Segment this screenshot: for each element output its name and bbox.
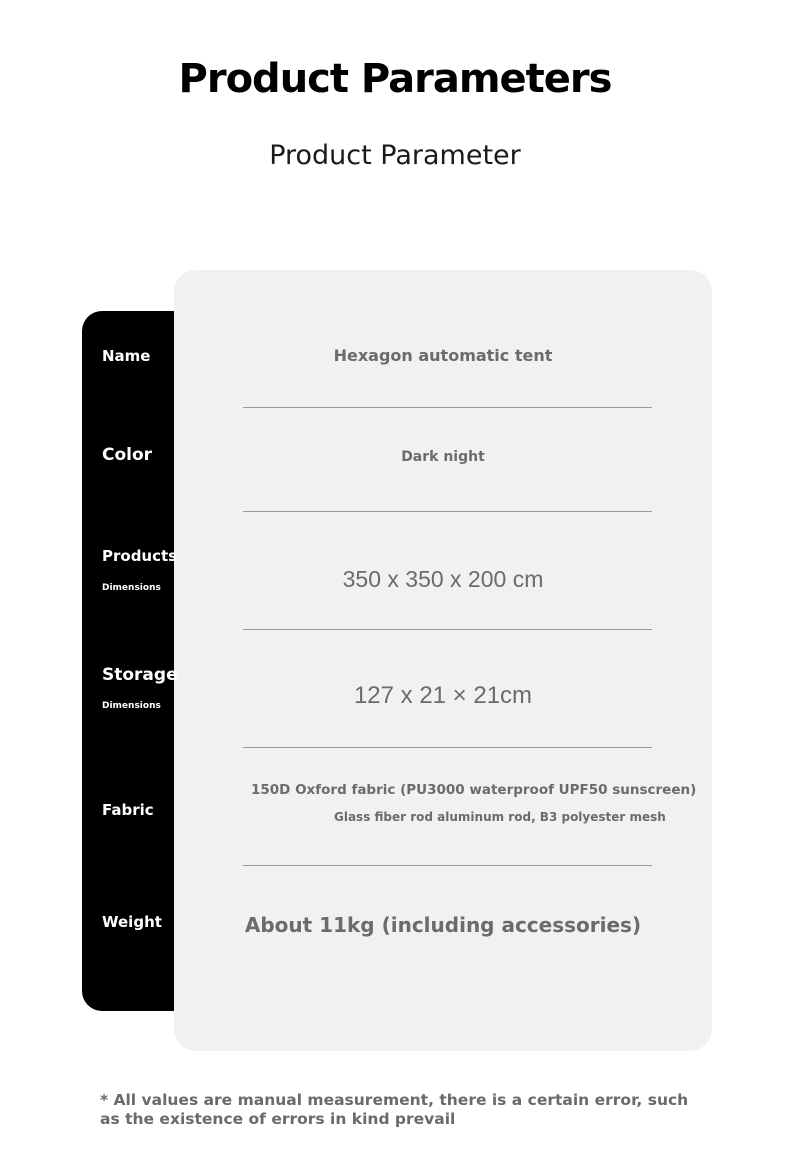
param-value-name: Hexagon automatic tent bbox=[333, 346, 553, 365]
param-value-weight: About 11kg (including accessories) bbox=[244, 913, 642, 937]
page-subtitle: Product Parameter bbox=[269, 140, 521, 171]
row-divider bbox=[243, 747, 652, 748]
param-label-color: Color bbox=[102, 445, 153, 465]
param-label-fabric: Fabric bbox=[102, 801, 154, 819]
param-value-fabric-line2: Glass fiber rod aluminum rod, B3 polyester mesh bbox=[334, 810, 666, 824]
row-divider bbox=[243, 629, 652, 630]
measurement-footnote: * All values are manual measurement, there is a certain error, such as the existence of errors in kind prevail bbox=[100, 1091, 689, 1128]
param-value-color: Dark night bbox=[401, 449, 485, 465]
param-value-fabric: 150D Oxford fabric (PU3000 waterproof UPF50 sunscreen) bbox=[251, 782, 697, 798]
param-label-storage: Storage bbox=[102, 665, 178, 685]
param-value-storage-dimensions: 127 x 21 × 21cm bbox=[353, 682, 533, 709]
param-sublabel-products: Dimensions bbox=[102, 583, 161, 593]
row-divider bbox=[243, 865, 652, 866]
row-divider bbox=[243, 407, 652, 408]
param-value-products-dimensions: 350 x 350 x 200 cm bbox=[342, 566, 544, 592]
page-title: Product Parameters bbox=[178, 56, 612, 102]
param-label-weight: Weight bbox=[102, 913, 162, 931]
param-sublabel-storage: Dimensions bbox=[102, 701, 161, 711]
row-divider bbox=[243, 511, 652, 512]
param-label-name: Name bbox=[102, 347, 151, 365]
param-label-products: Products bbox=[102, 547, 178, 565]
